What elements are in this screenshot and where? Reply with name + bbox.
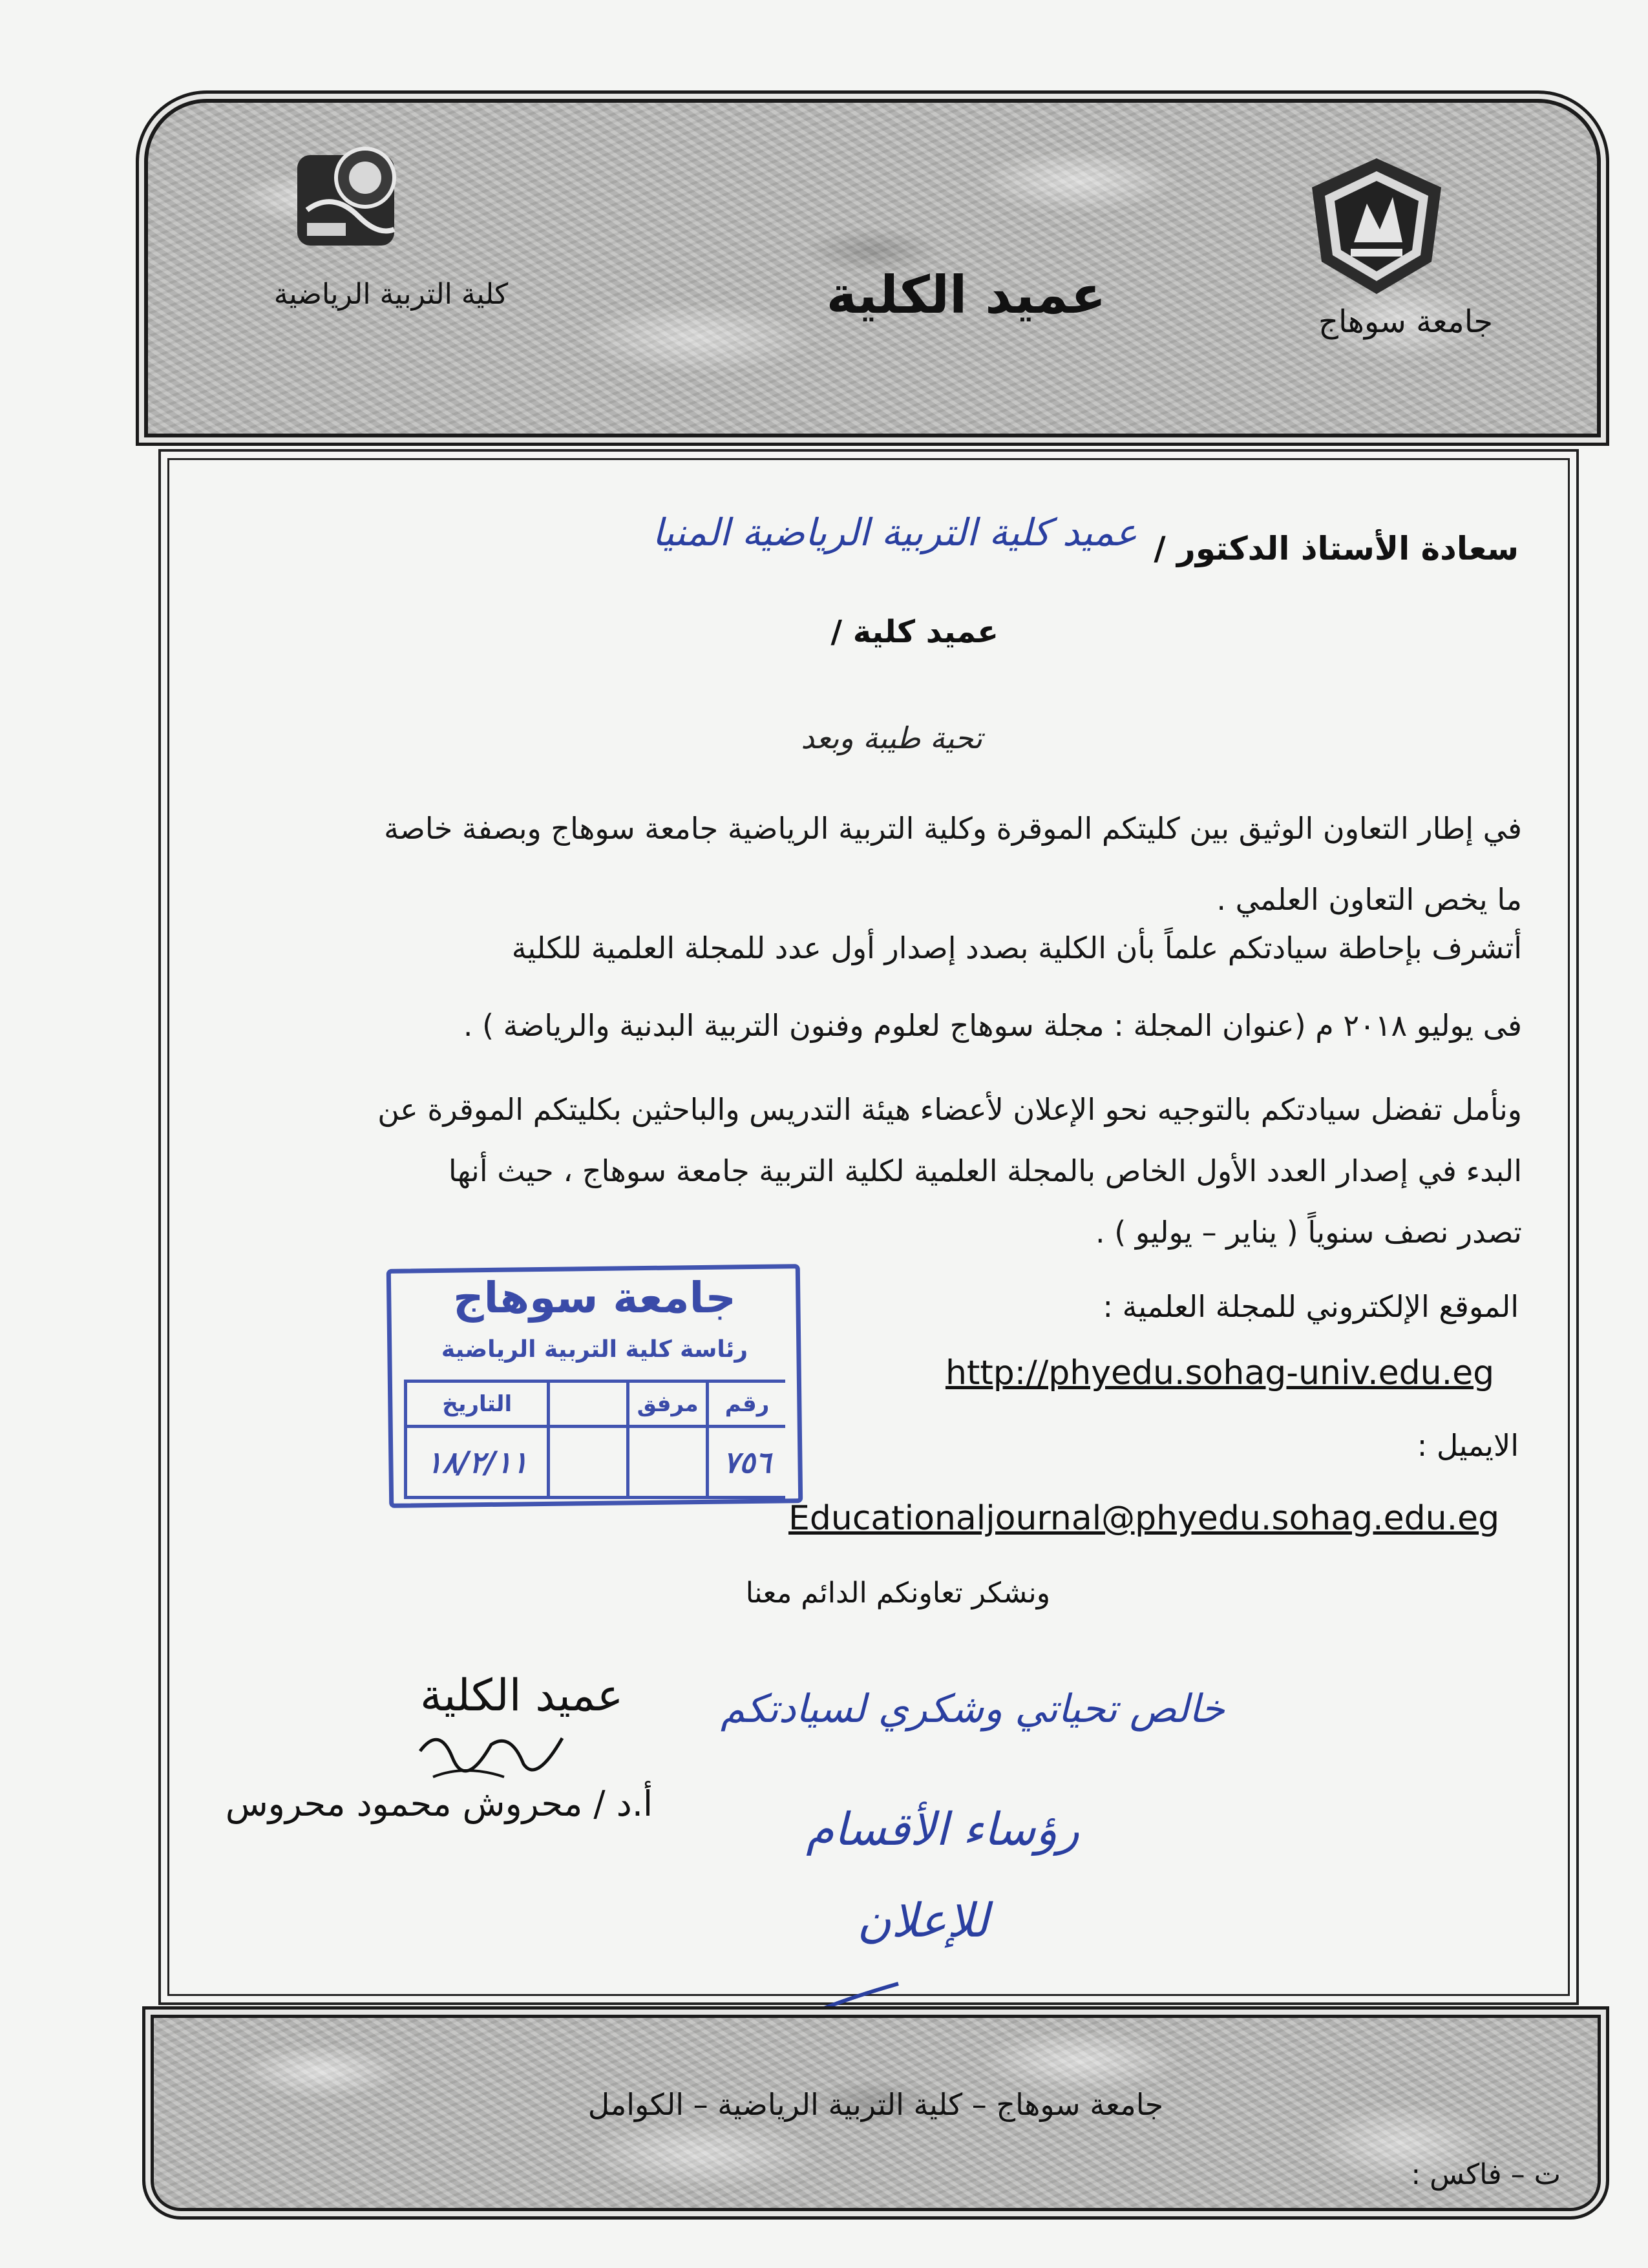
paragraph-line: ما يخص التعاون العلمي . xyxy=(1216,882,1522,917)
stamp-blank-value xyxy=(547,1428,626,1499)
paragraph-line: البدء في إصدار العدد الأول الخاص بالمجلة العلمية لكلية التربية جامعة سوهاج ، حيث أنها xyxy=(448,1153,1522,1188)
stamp-university: جامعة سوهاج xyxy=(453,1273,736,1323)
paragraph-line: في إطار التعاون الوثيق بين كليتكم الموقرة وكلية التربية الرياضية جامعة سوهاج وبصفة خاصة xyxy=(384,811,1522,846)
email-label: الايميل : xyxy=(1417,1428,1519,1463)
footer-address: جامعة سوهاج – كلية التربية الرياضية – الكوامل xyxy=(587,2087,1164,2122)
header-title: عميد الكلية xyxy=(826,265,1106,325)
paragraph-line: تصدر نصف سنوياً ( يناير – يوليو ) . xyxy=(1095,1215,1522,1250)
signature-title: عميد الكلية xyxy=(420,1670,624,1721)
header-university-name: جامعة سوهاج xyxy=(1318,304,1494,340)
stamp-col-date: التاريخ xyxy=(404,1383,547,1428)
stamp-attachments-value xyxy=(626,1428,706,1499)
email-link[interactable]: Educationaljournal@phyedu.sohag.edu.eg xyxy=(788,1499,1500,1538)
stamp-table xyxy=(404,1380,785,1499)
header-faculty-name: كلية التربية الرياضية xyxy=(273,278,509,311)
stamp-col-number: رقم xyxy=(706,1383,785,1428)
handwritten-announce-note: للإعلان xyxy=(857,1893,989,1948)
salutation: سعادة الأستاذ الدكتور / xyxy=(1154,530,1519,567)
dean-signature-scribble xyxy=(414,1712,582,1790)
university-logo xyxy=(1302,152,1451,300)
stamp-col-blank xyxy=(547,1383,626,1428)
dean-line: عميد كلية / xyxy=(830,614,998,650)
handwritten-heads-note: رؤساء الأقسام xyxy=(806,1803,1079,1856)
signatory-name: أ.د / محروش محمود محروس xyxy=(225,1783,653,1824)
faculty-logo xyxy=(288,132,410,255)
stamp-faculty: رئاسة كلية التربية الرياضية xyxy=(441,1336,748,1363)
website-label: الموقع الإلكتروني للمجلة العلمية : xyxy=(1103,1289,1519,1324)
greeting: تحية طيبة وبعد xyxy=(801,720,982,755)
paragraph-line: أتشرف بإحاطة سيادتكم علماً بأن الكلية بصدد إصدار أول عدد للمجلة العلمية للكلية xyxy=(511,930,1522,965)
closing-line: ونشكر تعاونكم الدائم معنا xyxy=(745,1577,1050,1610)
stamp-number-value: ٧٥٦ xyxy=(706,1428,785,1499)
handwritten-addressee: عميد كلية التربية الرياضية المنيا xyxy=(652,510,1137,554)
paragraph-line: ونأمل تفضل سيادتكم بالتوجيه نحو الإعلان لأعضاء هيئة التدريس والباحثين بكليتكم الموقرة عن xyxy=(377,1092,1522,1127)
website-link[interactable]: http://phyedu.sohag-univ.edu.eg xyxy=(945,1354,1495,1392)
handwritten-thanks: خالص تحياتي وشكري لسيادتكم xyxy=(720,1686,1225,1732)
incoming-stamp xyxy=(388,1266,801,1506)
letterhead xyxy=(136,90,1609,446)
stamp-col-attachments: مرفق xyxy=(626,1383,706,1428)
footer-phone-fax: ت – فاكس : xyxy=(1411,2158,1561,2191)
stamp-date-value: ١٨/٢/١١ xyxy=(404,1428,547,1499)
paragraph-line: فى يوليو ٢٠١٨ م (عنوان المجلة : مجلة سوهاج لعلوم وفنون التربية البدنية والرياضة ) . xyxy=(463,1008,1522,1043)
letter-footer xyxy=(142,2006,1609,2220)
